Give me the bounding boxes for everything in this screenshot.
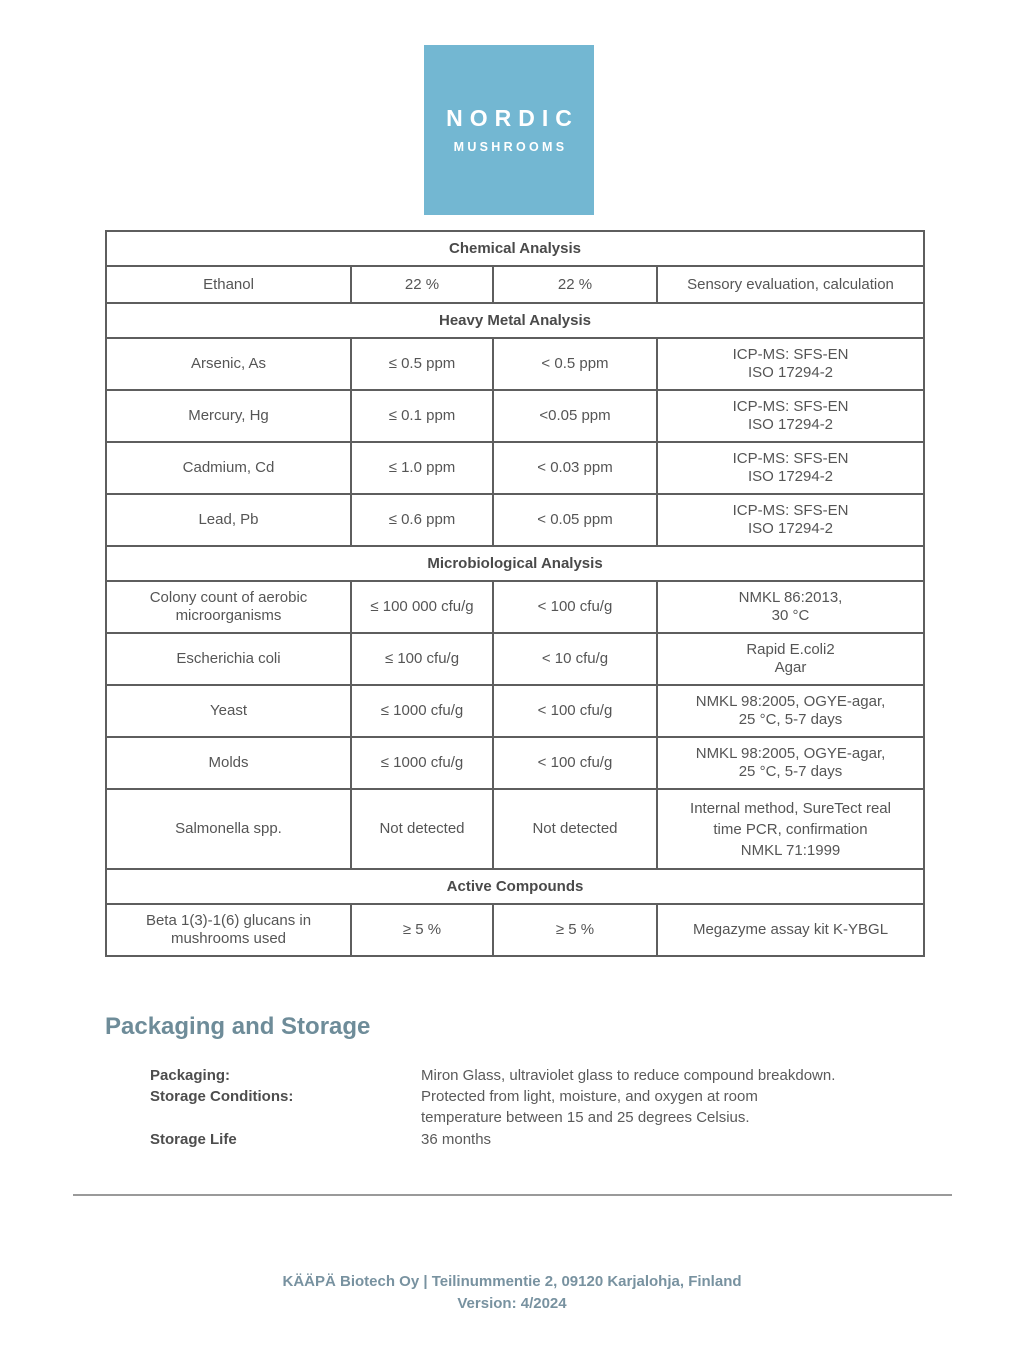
table-row xyxy=(106,581,924,633)
result-cell: < 0.03 ppm xyxy=(493,442,657,494)
section-title-chemical: Chemical Analysis xyxy=(106,231,924,266)
result-cell: < 0.05 ppm xyxy=(493,494,657,546)
storage-life-value: 36 months xyxy=(421,1131,492,1148)
parameter-cell: Yeast xyxy=(106,685,351,737)
table-row xyxy=(106,338,924,390)
method-line: Agar xyxy=(774,659,807,676)
method-line: ICP-MS: SFS-EN xyxy=(732,450,849,467)
section-title-microbiological: Microbiological Analysis xyxy=(106,546,924,581)
parameter-cell: Mercury, Hg xyxy=(106,390,351,442)
method-line: ISO 17294-2 xyxy=(747,520,834,537)
method-cell xyxy=(657,266,924,303)
analysis-table xyxy=(105,230,925,957)
specification-cell: ≤ 1000 cfu/g xyxy=(351,685,493,737)
storage-conditions-label: Storage Conditions: xyxy=(150,1088,294,1105)
method-cell xyxy=(657,789,924,869)
logo-brand-line: NORDIC xyxy=(446,105,579,131)
parameter-cell: Lead, Pb xyxy=(106,494,351,546)
table-row xyxy=(106,904,924,956)
result-cell: Not detected xyxy=(493,789,657,869)
footer-company: KÄÄPÄ Biotech Oy | Teilinummentie 2, 09120 Karjalohja, Finland xyxy=(282,1273,742,1290)
method-line: NMKL 86:2013, xyxy=(738,589,843,606)
nordic-mushrooms-logo xyxy=(424,45,594,215)
packaging-label: Packaging: xyxy=(150,1067,231,1084)
storage-conditions-value: Protected from light, moisture, and oxygen at room temperature between 15 and 25 degrees Celsius. xyxy=(421,1088,758,1126)
method-cell xyxy=(657,390,924,442)
result-cell: < 100 cfu/g xyxy=(493,737,657,789)
packaging-value: Miron Glass, ultraviolet glass to reduce compound breakdown. xyxy=(421,1067,836,1084)
table-row xyxy=(106,789,924,869)
method-line: NMKL 71:1999 xyxy=(740,841,841,859)
method-line: Internal method, SureTect real xyxy=(690,799,891,817)
method-line: NMKL 98:2005, OGYE-agar, xyxy=(695,745,886,762)
method-line: ICP-MS: SFS-EN xyxy=(732,346,849,363)
footer-version: Version: 4/2024 xyxy=(457,1295,567,1312)
method-cell xyxy=(657,338,924,390)
method-line: ISO 17294-2 xyxy=(747,468,834,485)
result-cell: < 0.5 ppm xyxy=(493,338,657,390)
method-line: ISO 17294-2 xyxy=(747,364,834,381)
method-line: Megazyme assay kit K-YBGL xyxy=(692,921,889,938)
table-row xyxy=(106,266,924,303)
section-title-active-compounds: Active Compounds xyxy=(106,869,924,904)
table-row xyxy=(106,494,924,546)
method-cell xyxy=(657,904,924,956)
logo-subline: MUSHROOMS xyxy=(453,140,568,154)
method-line: ISO 17294-2 xyxy=(747,416,834,433)
method-cell xyxy=(657,633,924,685)
parameter-cell: Beta 1(3)-1(6) glucans in mushrooms used xyxy=(106,904,351,956)
method-line: NMKL 98:2005, OGYE-agar, xyxy=(695,693,886,710)
result-cell: < 100 cfu/g xyxy=(493,581,657,633)
parameter-cell: Molds xyxy=(106,737,351,789)
method-cell xyxy=(657,494,924,546)
method-cell xyxy=(657,581,924,633)
method-line: 30 °C xyxy=(771,607,810,624)
method-line: Sensory evaluation, calculation xyxy=(687,275,894,293)
result-cell: ≥ 5 % xyxy=(493,904,657,956)
method-cell xyxy=(657,685,924,737)
table-row xyxy=(106,685,924,737)
method-line: ICP-MS: SFS-EN xyxy=(732,398,849,415)
result-cell: <0.05 ppm xyxy=(493,390,657,442)
specification-cell: ≤ 100 cfu/g xyxy=(351,633,493,685)
table-row xyxy=(106,442,924,494)
method-line: 25 °C, 5-7 days xyxy=(738,711,843,728)
parameter-cell: Colony count of aerobic microorganisms xyxy=(106,581,351,633)
specification-cell: 22 % xyxy=(351,266,493,303)
section-title-heavy-metal: Heavy Metal Analysis xyxy=(106,303,924,338)
specification-cell: ≤ 0.6 ppm xyxy=(351,494,493,546)
table-row xyxy=(106,390,924,442)
parameter-cell: Salmonella spp. xyxy=(106,789,351,869)
table-row xyxy=(106,633,924,685)
method-cell xyxy=(657,442,924,494)
specification-cell: Not detected xyxy=(351,789,493,869)
specification-cell: ≤ 0.5 ppm xyxy=(351,338,493,390)
storage-life-label: Storage Life xyxy=(150,1131,237,1148)
parameter-cell: Ethanol xyxy=(106,266,351,303)
specification-cell: ≤ 100 000 cfu/g xyxy=(351,581,493,633)
method-line: 25 °C, 5-7 days xyxy=(738,763,843,780)
specification-cell: ≤ 0.1 ppm xyxy=(351,390,493,442)
result-cell: < 100 cfu/g xyxy=(493,685,657,737)
method-line: time PCR, confirmation xyxy=(713,820,868,838)
method-line: Rapid E.coli2 xyxy=(746,641,835,658)
parameter-cell: Cadmium, Cd xyxy=(106,442,351,494)
specification-cell: ≤ 1.0 ppm xyxy=(351,442,493,494)
table-row xyxy=(106,737,924,789)
result-cell: < 10 cfu/g xyxy=(493,633,657,685)
method-line: ICP-MS: SFS-EN xyxy=(732,502,849,519)
result-cell: 22 % xyxy=(493,266,657,303)
packaging-heading: Packaging and Storage xyxy=(105,1013,371,1040)
parameter-cell: Arsenic, As xyxy=(106,338,351,390)
footer-divider xyxy=(73,1194,952,1196)
specification-cell: ≥ 5 % xyxy=(351,904,493,956)
specification-cell: ≤ 1000 cfu/g xyxy=(351,737,493,789)
parameter-cell: Escherichia coli xyxy=(106,633,351,685)
method-cell xyxy=(657,737,924,789)
